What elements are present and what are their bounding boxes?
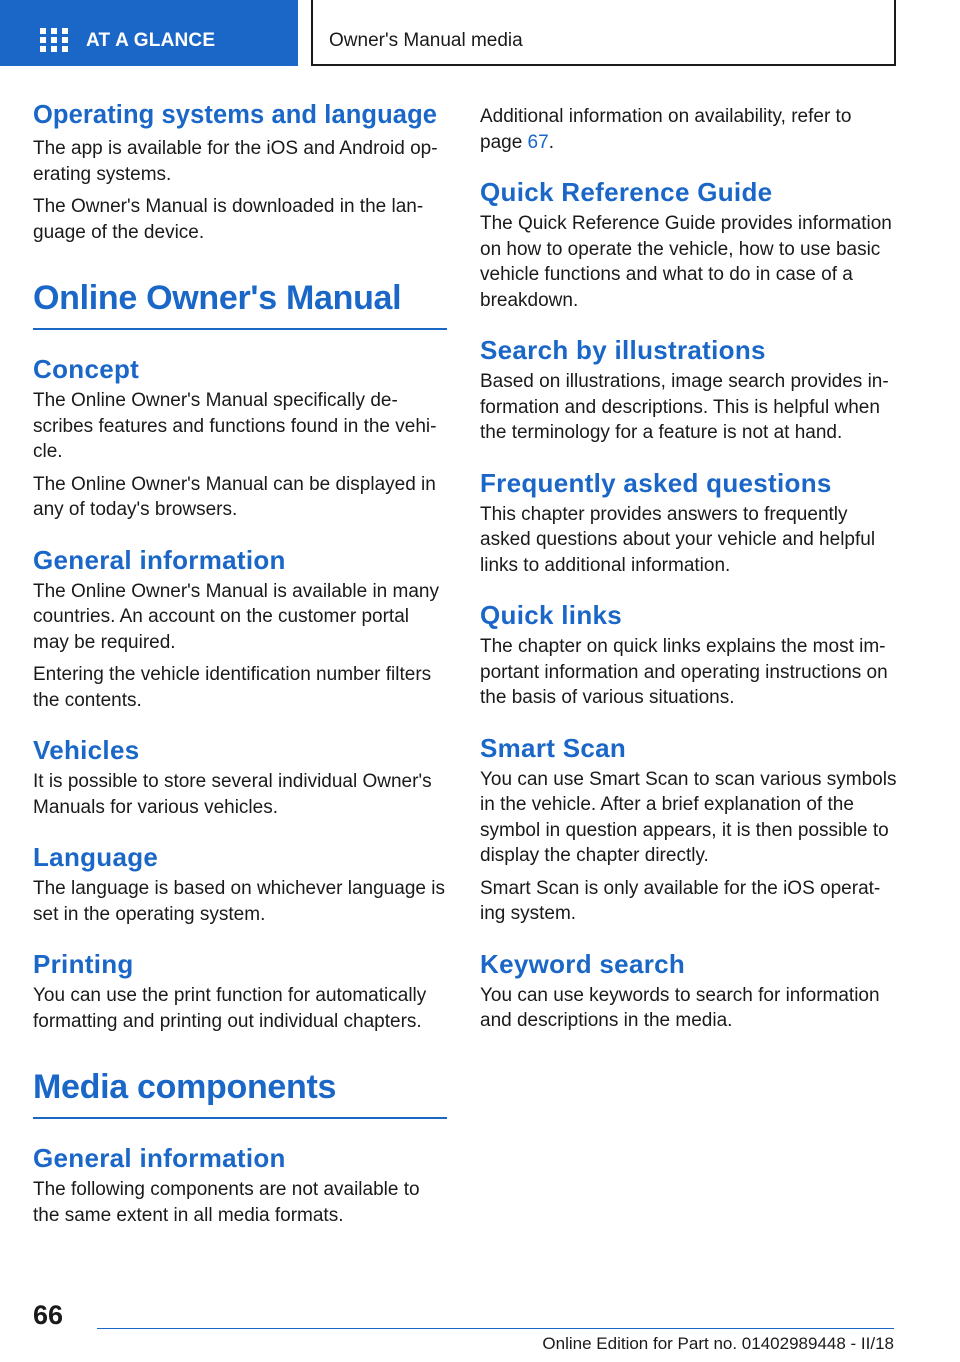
section-header	[311, 0, 896, 66]
chapter-tab-label: AT A GLANCE	[86, 30, 216, 51]
heading-quick-reference-guide: Quick Reference Guide	[480, 177, 773, 207]
scan-text-line: ing system.	[480, 903, 577, 924]
title-online-owners-manual: Online Owner's Manual	[33, 279, 402, 317]
scan-text-line: You can use Smart Scan to scan various symbols	[480, 768, 897, 790]
printing-text-line: formatting and printing out individual chapters.	[33, 1010, 422, 1032]
quick-text-line: The chapter on quick links explains the most im‐	[480, 636, 886, 657]
left-column	[33, 98, 447, 1228]
keyword-text-line: and descriptions in the media.	[480, 1010, 733, 1031]
faq-text-line: asked questions about your vehicle and helpful	[480, 529, 876, 550]
os-text-line: The Owner's Manual is downloaded in the lan‐	[33, 196, 424, 217]
vehicles-text-line: Manuals for various vehicles.	[33, 796, 278, 818]
illus-text-line: the terminology for a feature is not at hand.	[480, 422, 843, 443]
chapter-tab[interactable]	[0, 0, 298, 66]
availability-period: .	[548, 131, 554, 153]
general-text-line: countries. An account on the customer portal	[33, 606, 409, 627]
media-general-text-line: the same extent in all media formats.	[33, 1204, 344, 1226]
concept-text-line: cle.	[33, 441, 63, 462]
vehicles-text-line: It is possible to store several individual Owner's	[33, 771, 432, 792]
keyword-text-line: You can use keywords to search for information	[480, 984, 880, 1006]
media-general-text-line: The following components are not available to	[33, 1179, 420, 1200]
os-text-line: erating systems.	[33, 163, 172, 185]
right-column	[480, 104, 898, 1034]
scan-text-line: in the vehicle. After a brief explanation of the	[480, 794, 854, 815]
printing-text-line: You can use the print function for automatically	[33, 985, 427, 1006]
concept-text-line: scribes features and functions found in the vehi‐	[33, 415, 437, 437]
language-text-line: The language is based on whichever language is	[33, 878, 445, 899]
scan-text-line: display the chapter directly.	[480, 845, 709, 866]
os-text-line: guage of the device.	[33, 221, 205, 243]
quick-text-line: the basis of various situations.	[480, 687, 735, 708]
availability-page-prefix: page	[480, 131, 528, 153]
illus-text-line: formation and descriptions. This is helpful when	[480, 396, 880, 418]
scan-text-line: Smart Scan is only available for the iOS operat‐	[480, 877, 881, 899]
qrg-text-line: breakdown.	[480, 289, 579, 311]
general-text-line: may be required.	[33, 631, 176, 653]
faq-text-line: links to additional information.	[480, 554, 731, 576]
heading-language: Language	[33, 842, 159, 872]
quick-text-line: portant information and operating instructions on	[480, 661, 888, 683]
general-text-line: the contents.	[33, 689, 142, 711]
edition-text: Online Edition for Part no. 01402989448 - II/18	[542, 1334, 894, 1353]
availability-text-line	[480, 130, 898, 156]
general-text-line: The Online Owner's Manual is available in many	[33, 580, 439, 602]
heading-quick-links: Quick links	[480, 600, 623, 630]
heading-keyword-search: Keyword search	[480, 948, 686, 979]
qrg-text-line: The Quick Reference Guide provides information	[480, 213, 892, 234]
os-text-line: The app is available for the iOS and Android op‐	[33, 138, 438, 159]
heading-vehicles: Vehicles	[33, 735, 140, 765]
heading-general-information: General information	[33, 544, 286, 575]
heading-operating-systems: Operating systems and language	[33, 101, 438, 129]
heading-printing: Printing	[33, 949, 134, 979]
language-text-line: set in the operating system.	[33, 903, 266, 925]
concept-text-line: any of today's browsers.	[33, 499, 238, 520]
illus-text-line: Based on illustrations, image search provides in‐	[480, 371, 889, 392]
page-number: 66	[33, 1300, 64, 1330]
concept-text-line: The Online Owner's Manual can be displayed in	[33, 473, 436, 495]
heading-search-by-illustrations: Search by illustrations	[480, 335, 766, 365]
scan-text-line: symbol in question appears, it is then possible to	[480, 819, 889, 841]
title-rule	[33, 1117, 447, 1119]
general-text-line: Entering the vehicle identification number filters	[33, 664, 432, 685]
heading-concept: Concept	[33, 354, 140, 384]
page-67-link[interactable]: 67	[527, 131, 549, 153]
heading-faq: Frequently asked questions	[480, 467, 832, 498]
faq-text-line: This chapter provides answers to frequently	[480, 503, 848, 525]
heading-smart-scan: Smart Scan	[480, 732, 627, 763]
grid-icon	[40, 28, 68, 52]
qrg-text-line: vehicle functions and what to do in case of a	[480, 264, 853, 285]
title-media-components: Media components	[33, 1068, 337, 1106]
section-title: Owner's Manual media	[329, 30, 523, 51]
concept-text-line: The Online Owner's Manual specifically de‐	[33, 390, 398, 411]
qrg-text-line: on how to operate the vehicle, how to use basic	[480, 238, 881, 260]
heading-media-general-information: General information	[33, 1143, 286, 1173]
title-rule	[33, 328, 447, 330]
availability-text-line: Additional information on availability, refer to	[480, 106, 852, 127]
footer-rule	[97, 1328, 894, 1329]
